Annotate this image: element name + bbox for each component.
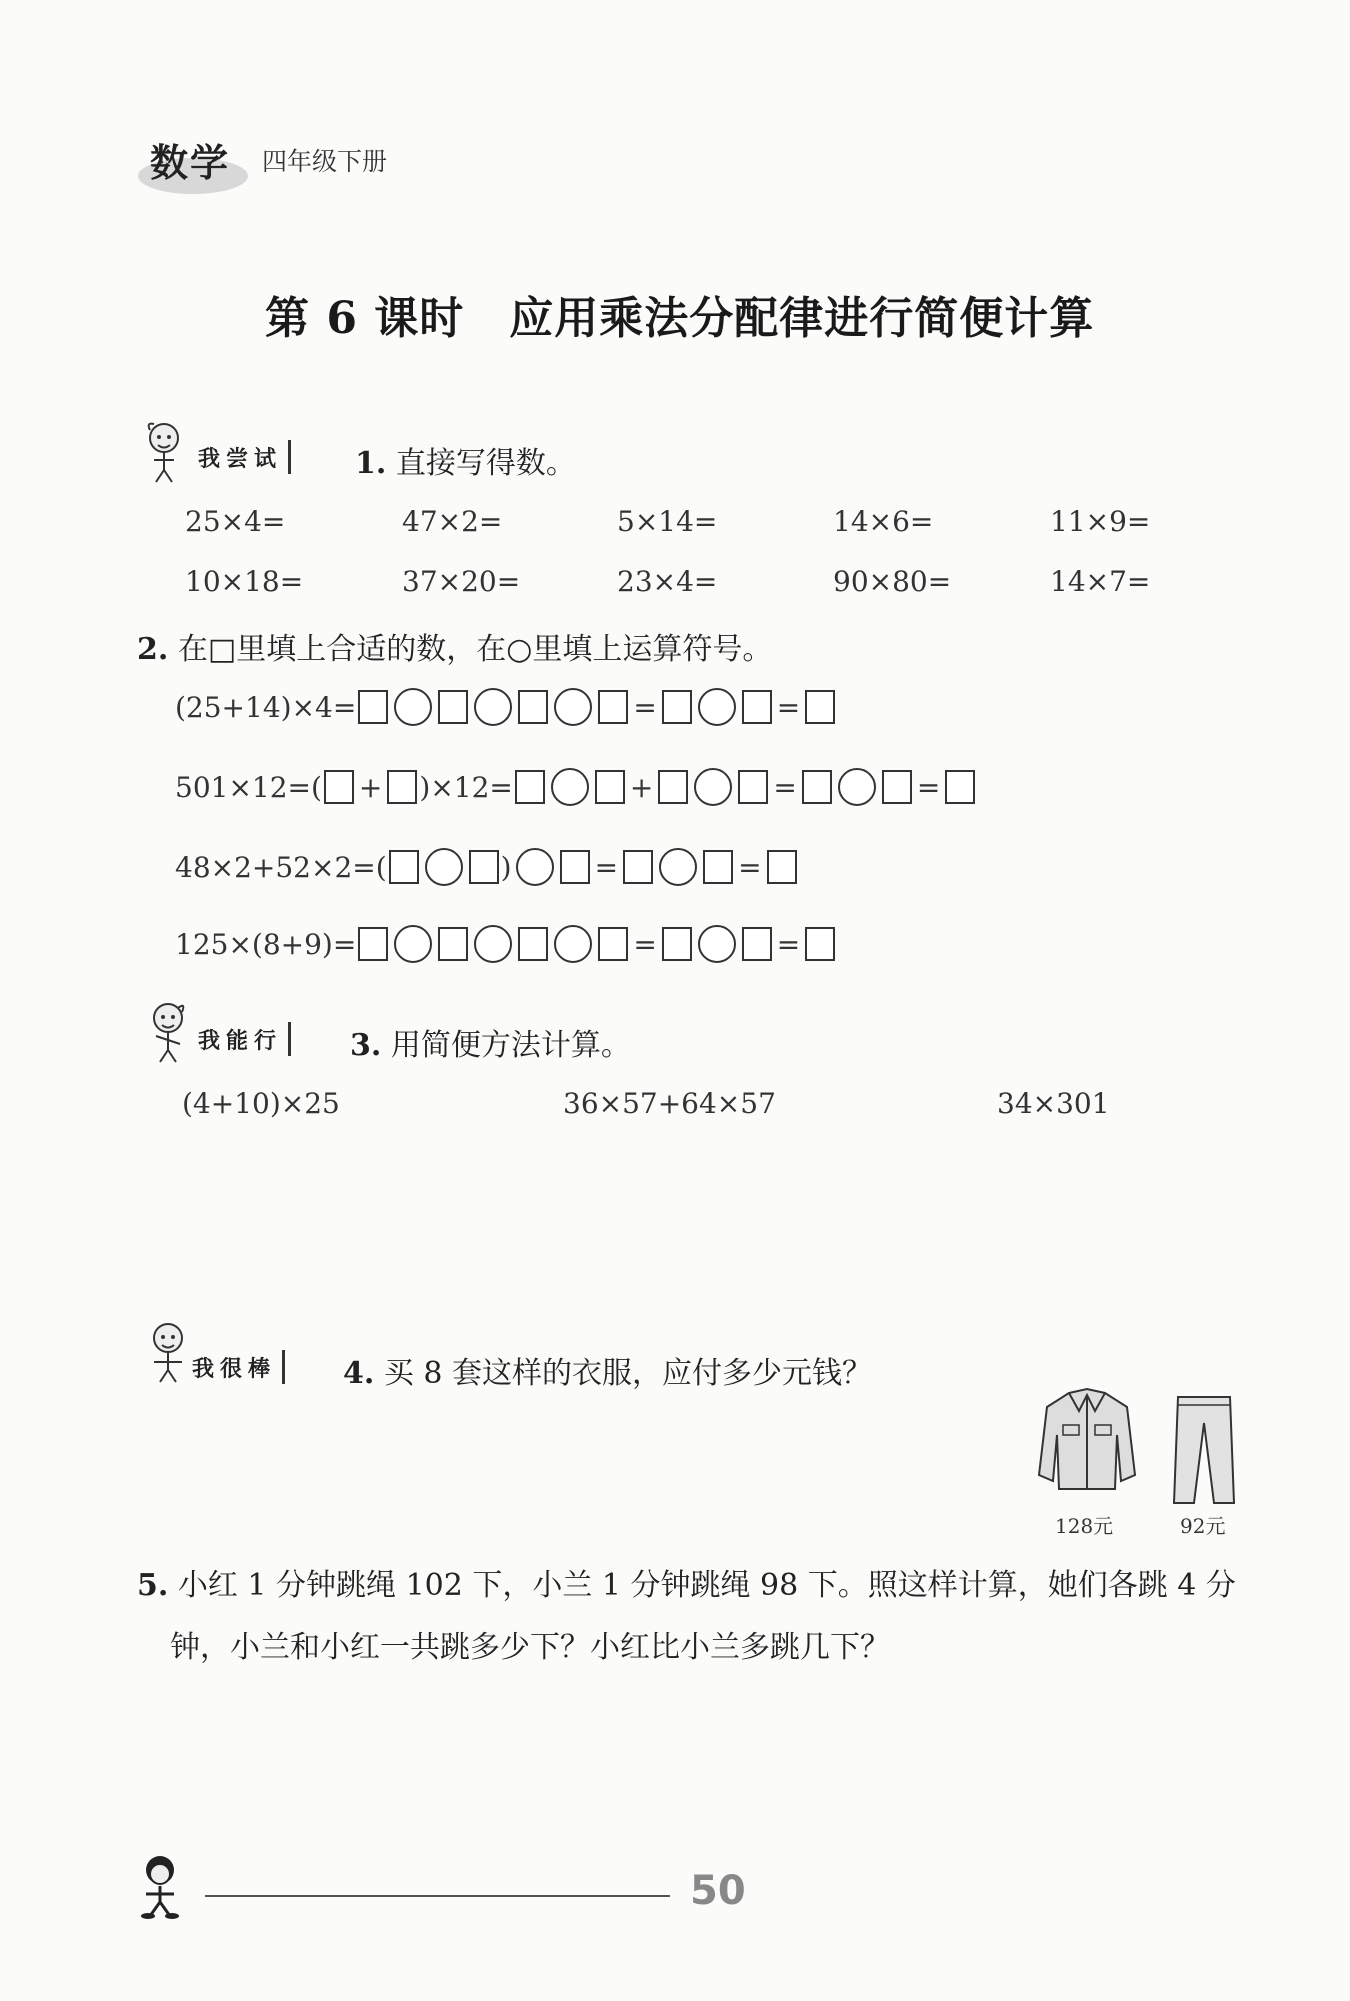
q2-line-3 (175, 848, 799, 886)
subject-title: 数学 (150, 141, 231, 185)
answer-box[interactable] (703, 850, 733, 884)
q2-line-4 (175, 925, 837, 963)
q3-expression: 34×301 (997, 1087, 1110, 1120)
q1-heading (355, 438, 576, 482)
answer-box[interactable] (560, 850, 590, 884)
answer-box[interactable] (662, 927, 692, 961)
answer-box[interactable] (882, 770, 912, 804)
equals-sign: = (738, 850, 762, 884)
answer-box[interactable] (518, 927, 548, 961)
answer-box[interactable] (438, 927, 468, 961)
operator-circle[interactable] (554, 688, 592, 726)
q3-heading (350, 1020, 631, 1064)
q2-line-2 (175, 768, 977, 806)
plus-sign: + (358, 770, 383, 804)
q1-item: 37×20= (402, 565, 521, 598)
operator-circle[interactable] (551, 768, 589, 806)
mascot-girl-icon (140, 1000, 194, 1064)
answer-box[interactable] (623, 850, 653, 884)
q3-number: 3. (350, 1028, 382, 1063)
grade-label: 四年级下册 (262, 147, 388, 176)
section-badge-try: 我尝试 (192, 440, 291, 474)
answer-box[interactable] (387, 770, 417, 804)
equals-sign: = (776, 690, 801, 724)
q2-line1-expression: (25+14)×4= (175, 690, 357, 724)
close-paren: ) (500, 850, 512, 884)
answer-box[interactable] (658, 770, 688, 804)
q1-item: 10×18= (185, 565, 304, 598)
answer-box[interactable] (358, 927, 388, 961)
answer-box[interactable] (767, 850, 797, 884)
section-badge-can: 我能行 (192, 1022, 291, 1056)
answer-box[interactable] (598, 927, 628, 961)
q1-item: 25×4= (185, 505, 286, 538)
answer-box[interactable] (598, 690, 628, 724)
q2-heading (137, 624, 772, 668)
q2-line4-expression: 125×(8+9)= (175, 927, 357, 961)
q1-item: 23×4= (617, 565, 718, 598)
equals-sign: = (594, 850, 619, 884)
lesson-title: 第 6 课时 应用乘法分配律进行简便计算 (265, 293, 1095, 344)
answer-box[interactable] (805, 690, 835, 724)
operator-circle[interactable] (394, 925, 432, 963)
q4-text: 买 8 套这样的衣服，应付多少元钱？ (383, 1356, 873, 1391)
answer-box[interactable] (802, 770, 832, 804)
answer-box[interactable] (518, 690, 548, 724)
q3-expression: (4+10)×25 (182, 1087, 340, 1120)
answer-box[interactable] (358, 690, 388, 724)
q1-item: 11×9= (1050, 505, 1151, 538)
answer-box[interactable] (662, 690, 692, 724)
q5-text-line1: 小红 1 分钟跳绳 102 下，小兰 1 分钟跳绳 98 下。照这样计算，她们各跳 4 分 (177, 1568, 1236, 1603)
pants-price: 92元 (1180, 1514, 1226, 1538)
q5-number: 5. (137, 1568, 169, 1603)
operator-circle[interactable] (838, 768, 876, 806)
pants-icon (1168, 1393, 1240, 1507)
plus-sign: + (629, 770, 654, 804)
mascot-girl-icon (136, 420, 190, 484)
answer-box[interactable] (324, 770, 354, 804)
jacket-icon (1035, 1385, 1139, 1497)
operator-circle[interactable] (659, 848, 697, 886)
jacket-price: 128元 (1055, 1514, 1114, 1538)
operator-circle[interactable] (516, 848, 554, 886)
q1-item: 14×7= (1050, 565, 1151, 598)
section-badge-great: 我很棒 (186, 1350, 285, 1384)
q4-heading (343, 1348, 872, 1392)
answer-box[interactable] (469, 850, 499, 884)
answer-box[interactable] (389, 850, 419, 884)
q5-text-line2: 钟，小兰和小红一共跳多少下？小红比小兰多跳几下？ (170, 1630, 890, 1665)
answer-box[interactable] (805, 927, 835, 961)
q5-line-1 (137, 1560, 1236, 1604)
operator-circle[interactable] (698, 688, 736, 726)
operator-circle[interactable] (394, 688, 432, 726)
answer-box[interactable] (738, 770, 768, 804)
q3-expression: 36×57+64×57 (563, 1087, 776, 1120)
q1-number: 1. (355, 446, 387, 481)
q2-line-1 (175, 688, 837, 726)
answer-box[interactable] (742, 690, 772, 724)
operator-circle[interactable] (698, 925, 736, 963)
page-number: 50 (690, 1868, 746, 1914)
q1-item: 14×6= (833, 505, 934, 538)
q3-text: 用简便方法计算。 (390, 1028, 631, 1063)
answer-box[interactable] (515, 770, 545, 804)
operator-circle[interactable] (474, 688, 512, 726)
equals-sign: = (916, 770, 941, 804)
answer-box[interactable] (945, 770, 975, 804)
q1-item: 90×80= (833, 565, 952, 598)
q1-item: 47×2= (402, 505, 503, 538)
equals-sign: = (633, 927, 657, 961)
equals-sign: = (633, 690, 657, 724)
operator-circle[interactable] (425, 848, 463, 886)
answer-box[interactable] (438, 690, 468, 724)
operator-circle[interactable] (694, 768, 732, 806)
operator-circle[interactable] (554, 925, 592, 963)
mascot-boy-icon (130, 1850, 200, 1920)
answer-box[interactable] (595, 770, 625, 804)
answer-box[interactable] (742, 927, 772, 961)
q2-text: 在□里填上合适的数，在○里填上运算符号。 (177, 632, 773, 667)
equals-sign: = (776, 927, 801, 961)
q2-line2-mid: )×12= (419, 770, 513, 804)
q1-item: 5×14= (617, 505, 718, 538)
operator-circle[interactable] (474, 925, 512, 963)
footer-line (205, 1895, 670, 1897)
equals-sign: = (773, 770, 797, 804)
q2-line2-expression: 501×12=( (175, 770, 322, 804)
q4-number: 4. (343, 1356, 375, 1391)
q1-text: 直接写得数。 (395, 446, 576, 481)
q2-number: 2. (137, 632, 169, 667)
q2-line3-expression: 48×2+52×2=( (175, 850, 387, 884)
